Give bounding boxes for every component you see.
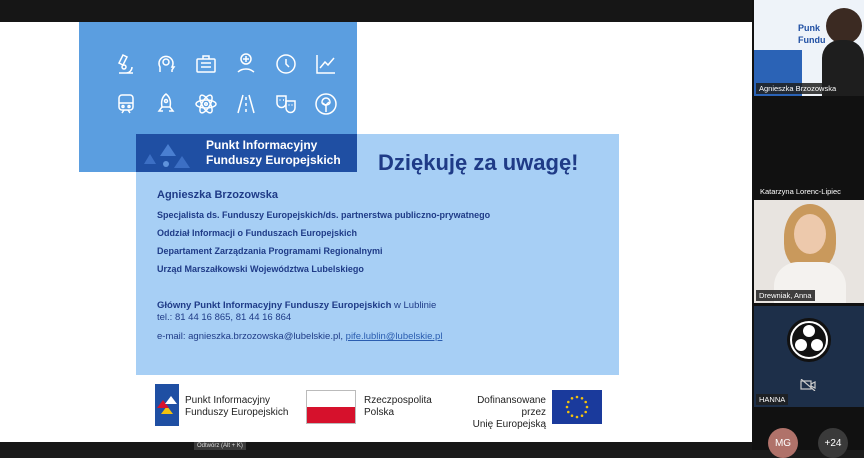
- pife-line1: Punkt Informacyjny: [185, 395, 271, 406]
- tree-icon: [313, 91, 339, 117]
- play-tooltip: Odtwórz (Alt + K): [194, 442, 246, 450]
- chart-trend-icon: [313, 51, 339, 77]
- participant-tile[interactable]: [754, 0, 864, 96]
- participant-name: Drewniak, Anna: [756, 290, 815, 301]
- theater-masks-icon: [273, 91, 299, 117]
- camera-off-icon: [800, 378, 816, 396]
- window-bottom-bar: [0, 442, 752, 450]
- obs-logo-icon: [787, 318, 831, 362]
- role-line: Urząd Marszałkowski Województwa Lubelskiego: [157, 264, 364, 274]
- participant-name: HANNA: [756, 394, 788, 405]
- eu-flag-icon: [552, 390, 602, 424]
- pife-logo-text: [185, 395, 288, 419]
- participant-name: Agnieszka Brzozowska: [756, 83, 839, 94]
- dof-line2: Unię Europejską: [472, 419, 546, 430]
- banner-title: [206, 138, 354, 168]
- pife-line2: Funduszy Europejskich: [185, 407, 289, 418]
- participant-head: [826, 8, 862, 44]
- main-point-line: [157, 300, 436, 311]
- medical-hand-icon: [233, 51, 259, 77]
- window-top-bar: [0, 0, 752, 22]
- email-link[interactable]: pife.lublin@lubelskie.pl: [345, 331, 443, 342]
- atom-icon: [193, 91, 219, 117]
- main-point-city: w Lublinie: [391, 300, 437, 311]
- participant-face: [794, 214, 826, 254]
- briefcase-icon: [193, 51, 219, 77]
- role-line: Specjalista ds. Funduszy Europejskich/ds. partnerstwa publiczno-prywatnego: [157, 210, 491, 220]
- role-line: Oddział Informacji o Funduszach Europejskich: [157, 228, 358, 238]
- eu-stars-logo: [136, 134, 206, 172]
- email-prefix: e-mail: agnieszka.brzozowska@lubelskie.pl,: [157, 331, 346, 342]
- participant-tile[interactable]: [754, 200, 864, 303]
- role-line: Departament Zarządzania Programami Regionalnymi: [157, 246, 383, 256]
- poland-flag-icon: [306, 390, 356, 424]
- eu-cofinanced-text: [451, 395, 546, 431]
- email-line: [157, 331, 442, 342]
- video-banner-text: [798, 22, 826, 46]
- video-text-1: Punk: [798, 23, 821, 33]
- pife-banner: [136, 134, 357, 172]
- rp-logo-text: [364, 395, 432, 419]
- thanks-heading: Dziękuję za uwagę!: [378, 150, 579, 175]
- more-participants-badge[interactable]: +24: [818, 428, 848, 458]
- microscope-icon: [113, 51, 139, 77]
- train-icon: [113, 91, 139, 117]
- dof-line1: Dofinansowane przez: [477, 395, 546, 418]
- clock-icon: [273, 51, 299, 77]
- pife-logo-icon: [155, 384, 179, 426]
- road-icon: [233, 91, 259, 117]
- banner-title-line1: Punkt Informacyjny: [206, 138, 318, 152]
- rp-line2: Polska: [364, 407, 395, 418]
- participant-tile[interactable]: [754, 306, 864, 407]
- rp-line1: Rzeczpospolita: [364, 395, 432, 406]
- video-text-2: Fundu: [798, 35, 826, 45]
- avatar[interactable]: MG: [768, 428, 798, 458]
- rocket-icon: [153, 91, 179, 117]
- banner-title-line2: Funduszy Europejskich: [206, 153, 341, 167]
- phone-line: tel.: 81 44 16 865, 81 44 16 864: [157, 312, 292, 323]
- main-point-name: Główny Punkt Informacyjny Funduszy Europejskich: [157, 300, 392, 311]
- shared-slide: [0, 22, 752, 442]
- participant-name: Katarzyna Lorenc-Lipiec: [760, 187, 841, 196]
- head-idea-icon: [153, 51, 179, 77]
- presenter-name: Agnieszka Brzozowska: [157, 189, 279, 201]
